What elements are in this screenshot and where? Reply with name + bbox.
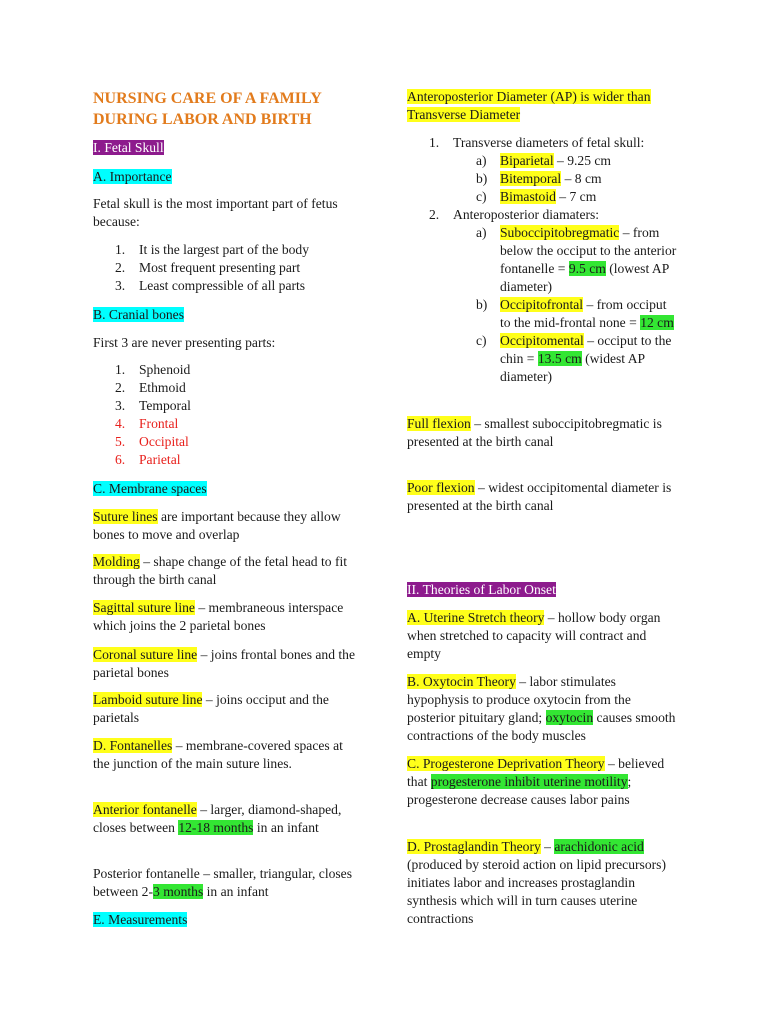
list-item: a) Biparietal – 9.25 cm bbox=[476, 153, 611, 168]
full-flexion-paragraph: Full flexion – smallest suboccipitobregmatic is presented at the birth canal bbox=[407, 416, 662, 449]
list-item: a) Suboccipitobregmatic – from below the occiput to the anterior fontanelle = 9.5 cm (lowest AP diameter) bbox=[476, 225, 677, 294]
suture-lines-paragraph: Suture lines are important because they allow bones to move and overlap bbox=[93, 509, 341, 542]
fontanelles-paragraph: D. Fontanelles – membrane-covered spaces at the junction of the main suture lines. bbox=[93, 738, 343, 771]
uterine-stretch-paragraph: A. Uterine Stretch theory – hollow body organ when stretched to capacity will contract and empty bbox=[407, 610, 661, 661]
list-item: b) Bitemporal – 8 cm bbox=[476, 171, 602, 186]
importance-intro: Fetal skull is the most important part of fetus because: bbox=[93, 196, 338, 229]
list-item: 4. Frontal bbox=[115, 416, 179, 431]
coronal-paragraph: Coronal suture line – joins frontal bones and the parietal bones bbox=[93, 647, 356, 680]
anterior-fontanelle-paragraph: Anterior fontanelle – larger, diamond-shaped, closes between 12-18 months in an infant bbox=[93, 802, 342, 835]
lamboid-paragraph: Lamboid suture line – joins occiput and the parietals bbox=[93, 692, 329, 725]
list-item: 1. Sphenoid bbox=[115, 362, 191, 377]
list-item: 2. Anteroposterior diamaters: a) Suboccipitobregmatic – from below the occiput to the anterior fontanelle = 9.5 cm (lowest AP diameter) b) Occipitofrontal – from occiput to the mid-frontal none = 12 cm c) Occipitomental – occiput to the chin = 13.5 cm (widest AP diameter) bbox=[453, 206, 683, 386]
cranial-intro: First 3 are never presenting parts: bbox=[93, 335, 276, 350]
oxytocin-paragraph: B. Oxytocin Theory – labor stimulates hypophysis to produce oxytocin from the posterior pituitary gland; oxytocin causes smooth contractions of the body muscles bbox=[407, 674, 676, 743]
list-item: c) Occipitomental – occiput to the chin = 13.5 cm (widest AP diameter) bbox=[476, 333, 672, 384]
prostaglandin-paragraph: D. Prostaglandin Theory – arachidonic acid (produced by steroid action on lipid precursors) initiates labor and increases prostaglandin synthesis which will in turn causes uterine contractions bbox=[407, 839, 666, 926]
molding-paragraph: Molding – shape change of the fetal head to fit through the birth canal bbox=[93, 554, 348, 587]
sagittal-paragraph: Sagittal suture line – membraneous interspace which joins the 2 parietal bones bbox=[93, 600, 344, 633]
subsection-importance-heading: A. Importance bbox=[93, 169, 172, 184]
list-item: 3. Least compressible of all parts bbox=[115, 278, 306, 293]
subsection-membrane-heading: C. Membrane spaces bbox=[93, 481, 207, 496]
section-theories-heading: II. Theories of Labor Onset bbox=[407, 582, 556, 597]
poor-flexion-paragraph: Poor flexion – widest occipitomental diameter is presented at the birth canal bbox=[407, 480, 672, 513]
posterior-fontanelle-paragraph: Posterior fontanelle – smaller, triangular, closes between 2-3 months in an infant bbox=[93, 866, 353, 899]
document-title: NURSING CARE OF A FAMILY DURING LABOR AND BIRTH bbox=[93, 90, 322, 128]
ap-sublist bbox=[476, 224, 680, 386]
list-item: 1. It is the largest part of the body bbox=[115, 242, 310, 257]
progesterone-paragraph: C. Progesterone Deprivation Theory – believed that progesterone inhibit uterine motility; progesterone decrease causes labor pains bbox=[407, 756, 665, 807]
list-item: 2. Ethmoid bbox=[115, 380, 186, 395]
subsection-measurements-heading: E. Measurements bbox=[93, 912, 188, 927]
list-item: 3. Temporal bbox=[115, 398, 191, 413]
importance-list bbox=[115, 241, 310, 295]
ap-note: Anteroposterior Diameter (AP) is wider than Transverse Diameter bbox=[407, 89, 651, 122]
cranial-bones-list bbox=[115, 361, 191, 469]
list-item: 2. Most frequent presenting part bbox=[115, 260, 301, 275]
list-item: b) Occipitofrontal – from occiput to the mid-frontal none = 12 cm bbox=[476, 297, 674, 330]
subsection-cranial-heading: B. Cranial bones bbox=[93, 307, 184, 322]
transverse-sublist bbox=[476, 152, 683, 206]
list-item: 6. Parietal bbox=[115, 452, 181, 467]
list-item: 1. Transverse diameters of fetal skull: a) Biparietal – 9.25 cm b) Bitemporal – 8 cm c) Bimastoid – 7 cm bbox=[453, 134, 683, 206]
list-item: 5. Occipital bbox=[115, 434, 189, 449]
diameters-list bbox=[429, 134, 683, 386]
list-item: c) Bimastoid – 7 cm bbox=[476, 189, 597, 204]
section-fetal-skull-heading: I. Fetal Skull bbox=[93, 140, 164, 155]
